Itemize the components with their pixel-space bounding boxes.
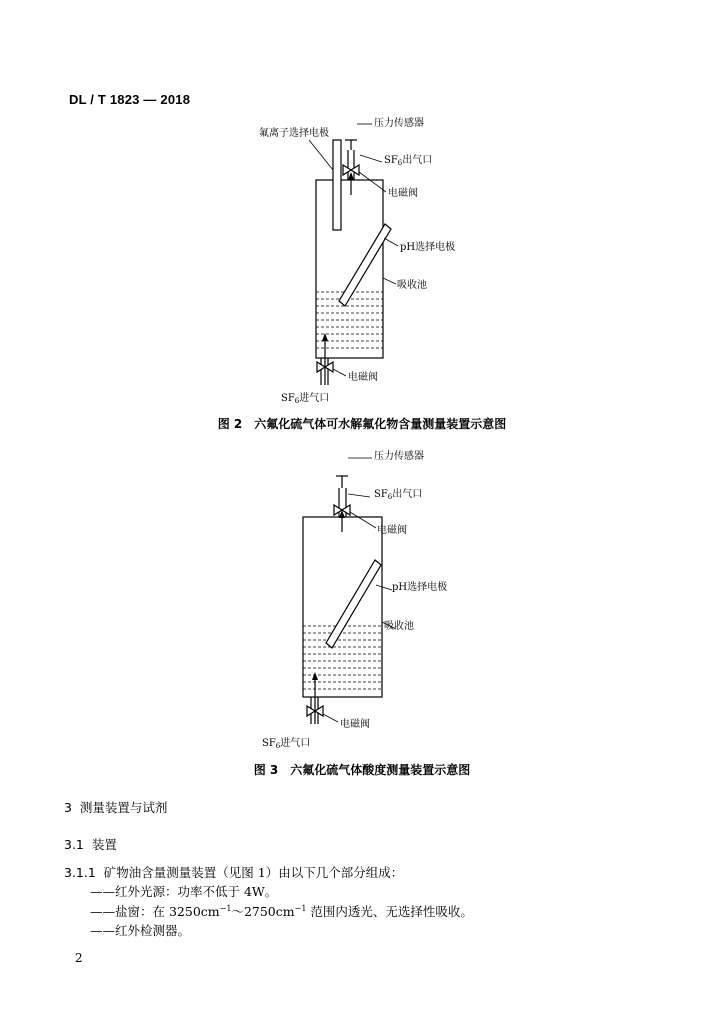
figure-2-caption: 图 2 六氟化硫气体可水解氟化物含量测量装置示意图 bbox=[217, 417, 507, 431]
label-valve-top: 电磁阀 bbox=[388, 188, 418, 199]
absorber-vessel bbox=[303, 517, 382, 697]
label-valve-top: 电磁阀 bbox=[377, 525, 407, 536]
label-ph-electrode: pH选择电极 bbox=[392, 582, 448, 593]
section-title: 装置 bbox=[91, 837, 117, 852]
label-inlet: $SF_6$进气口 bbox=[262, 738, 311, 750]
paragraph-number: 3.1.1 bbox=[64, 865, 96, 880]
list-item: ——盐窗：在 $3250cm^{-1}\sim 2750cm^{-1}$ 范围内透光、无选择性吸收。 bbox=[90, 903, 473, 919]
section-3-heading bbox=[64, 798, 167, 816]
section-3-1-heading bbox=[64, 835, 117, 853]
label-inlet: $SF_6$进气口 bbox=[281, 393, 330, 405]
section-title: 测量装置与试剂 bbox=[79, 800, 168, 815]
fluoride-electrode bbox=[333, 140, 341, 230]
list-item: ——红外光源：功率不低于 4W。 bbox=[90, 884, 278, 899]
label-valve-bottom: 电磁阀 bbox=[348, 372, 378, 383]
paragraph-3-1-1 bbox=[64, 863, 403, 881]
label-pressure-sensor: 压力传感器 bbox=[374, 451, 424, 462]
label-absorber: 吸收池 bbox=[397, 280, 427, 291]
label-outlet: $SF_6$出气口 bbox=[384, 155, 433, 167]
section-number: 3.1 bbox=[64, 837, 84, 852]
label-fluoride-electrode: 氟离子选择电极 bbox=[259, 128, 329, 139]
ph-electrode bbox=[326, 560, 381, 648]
label-absorber: 吸收池 bbox=[384, 621, 414, 632]
figure-3 bbox=[0, 440, 724, 780]
label-valve-bottom: 电磁阀 bbox=[340, 719, 370, 730]
standard-number: DL / T 1823 — 2018 bbox=[69, 92, 191, 107]
absorber-vessel bbox=[316, 180, 383, 358]
page-number: 2 bbox=[75, 951, 83, 965]
paragraph-text: 矿物油含量测量装置（见图 1）由以下几个部分组成： bbox=[103, 865, 404, 880]
label-ph-electrode: pH选择电极 bbox=[400, 242, 456, 253]
section-number: 3 bbox=[64, 800, 72, 815]
figure-3-caption: 图 3 六氟化硫气体酸度测量装置示意图 bbox=[253, 763, 471, 777]
label-outlet: $SF_6$出气口 bbox=[374, 489, 423, 501]
list-item: ——红外检测器。 bbox=[90, 923, 191, 938]
figure-2 bbox=[0, 0, 724, 440]
label-pressure-sensor: 压力传感器 bbox=[374, 118, 424, 129]
